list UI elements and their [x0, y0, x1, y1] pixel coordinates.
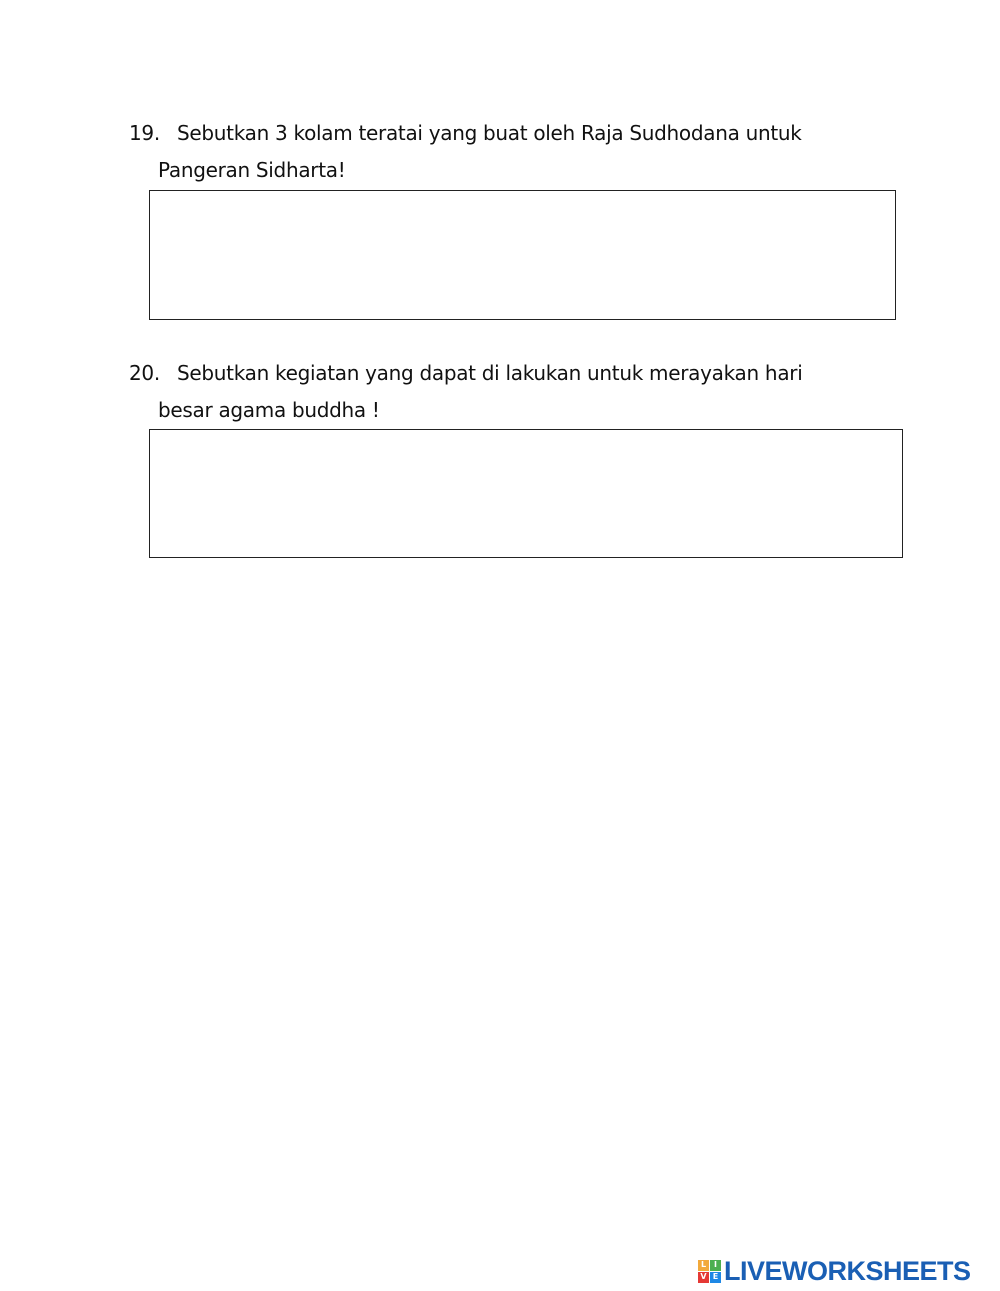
logo-tile-v: V	[698, 1272, 709, 1283]
liveworksheets-logo-icon	[698, 1260, 721, 1283]
logo-tile-l: L	[698, 1260, 709, 1271]
answer-box-19[interactable]	[149, 190, 896, 320]
liveworksheets-brand	[698, 1257, 971, 1285]
question-20-line-1	[129, 355, 802, 392]
question-20-number: 20.	[129, 361, 160, 385]
question-20-text-continued: besar agama buddha !	[158, 398, 380, 422]
answer-box-20[interactable]	[149, 429, 903, 558]
question-19-text-continued: Pangeran Sidharta!	[158, 158, 346, 182]
question-20-text: Sebutkan kegiatan yang dapat di lakukan untuk merayakan hari	[177, 361, 803, 385]
logo-tile-e: E	[710, 1272, 721, 1283]
question-19-number: 19.	[129, 121, 160, 145]
question-20	[129, 355, 802, 429]
question-19-line-1	[129, 115, 802, 152]
question-19-text: Sebutkan 3 kolam teratai yang buat oleh Raja Sudhodana untuk	[177, 121, 802, 145]
question-19	[129, 115, 802, 189]
logo-tile-i: I	[710, 1260, 721, 1271]
brand-text: LIVEWORKSHEETS	[724, 1255, 971, 1286]
